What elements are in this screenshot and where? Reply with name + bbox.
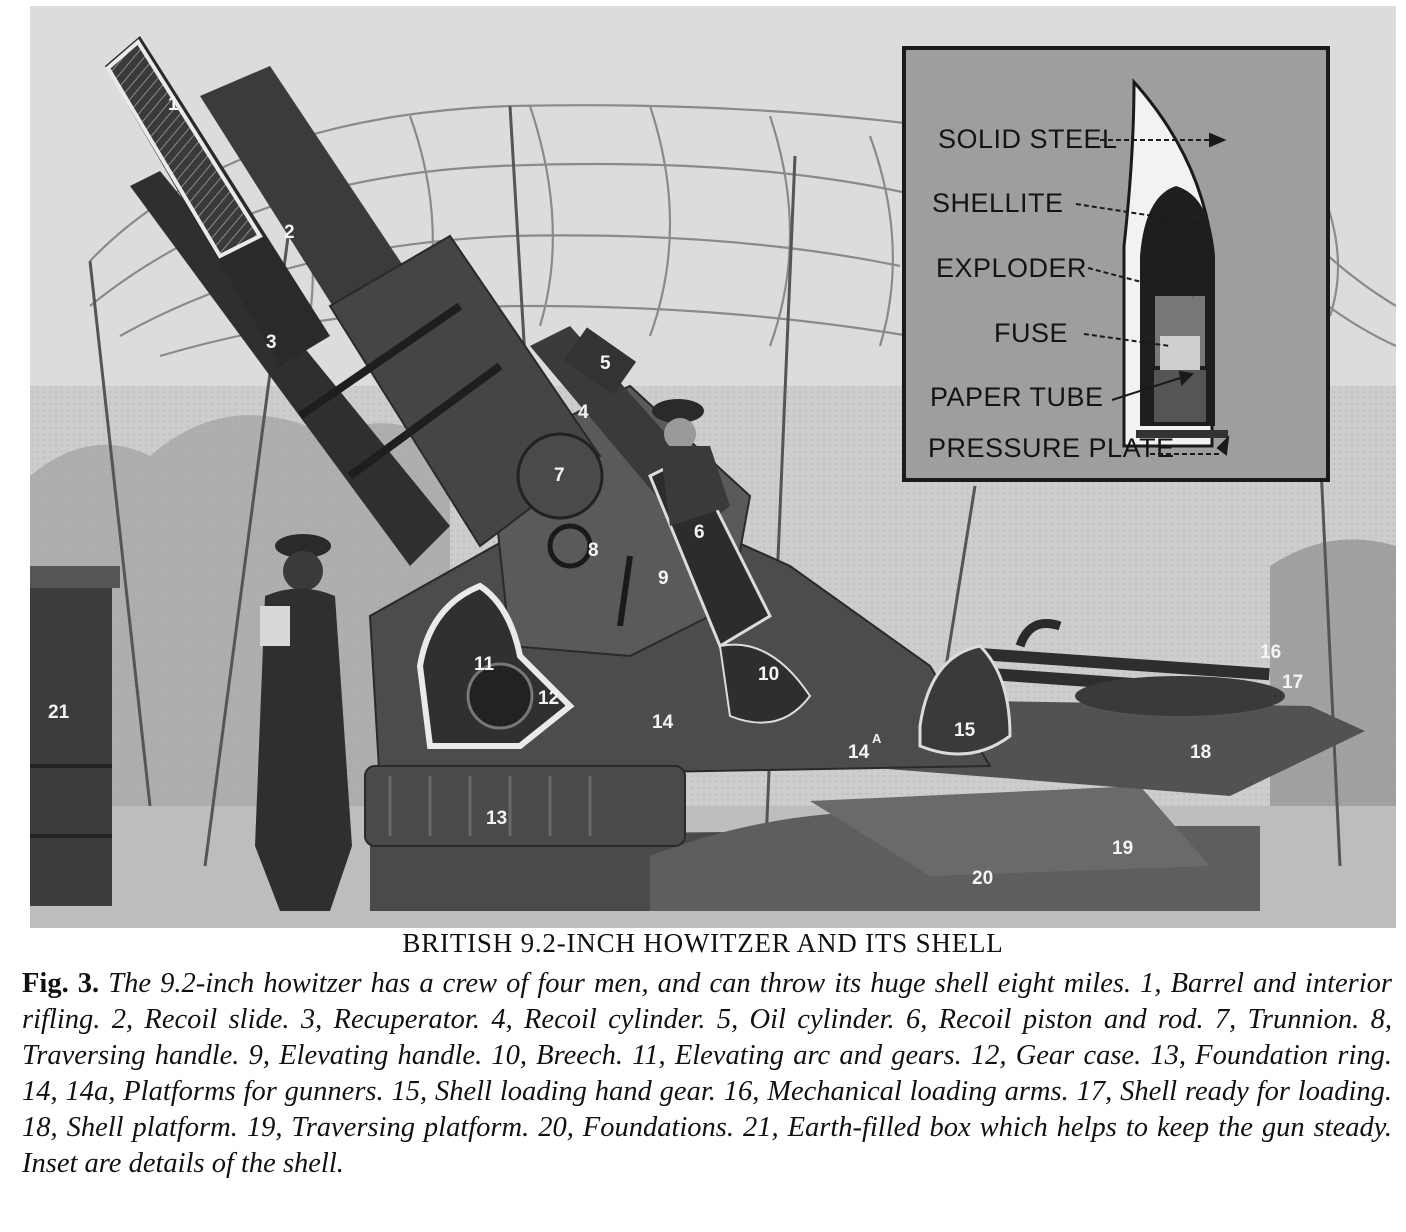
label-10: 10 [758, 664, 780, 685]
label-14a: 14 [848, 742, 870, 763]
label-9: 9 [658, 568, 669, 589]
label-19: 19 [1112, 838, 1134, 859]
label-14: 14 [652, 712, 674, 733]
label-1: 1 [168, 94, 179, 115]
inset-label-paper-tube: PAPER TUBE [930, 382, 1104, 412]
label-18: 18 [1190, 742, 1212, 763]
caption-fig-label: Fig. 3. [22, 968, 100, 999]
label-13: 13 [486, 808, 508, 829]
label-12: 12 [538, 688, 560, 709]
caption-text: The 9.2-inch howitzer has a crew of four men, and can throw its huge shell eight miles. 1, Barrel and interior rifling. 2, Recoil slide. 3, Recuperator. 4, Recoil cylinder. 5, Oil cylinder. 6, Recoil piston and rod. 7, Trunnion. 8, Traversing handle. 9, Elevating handle. 10, Breech. 11, Elevating arc and gears. 12, Gear case. 13, Foundation ring. 14, 14a, Platforms for gunners. 15, Shell loading hand gear. 16, Mechanical loading arms. 17, Shell ready for loading. 18, Shell platform. 19, Traversing platform. 20, Foundations. 21, Earth-filled box which helps to keep the gun steady. Inset are details of the shell. [22, 968, 1392, 1179]
inset-label-shellite: SHELLITE [932, 188, 1064, 218]
label-14a-sup: A [872, 731, 882, 746]
label-7: 7 [554, 465, 565, 486]
label-6: 6 [694, 522, 705, 543]
label-5: 5 [600, 353, 611, 374]
earth-filled-box [30, 566, 120, 906]
label-11: 11 [474, 654, 495, 675]
label-20: 20 [972, 868, 994, 889]
label-17: 17 [1282, 672, 1304, 693]
shell-ready [1075, 676, 1285, 716]
label-21: 21 [48, 702, 70, 723]
label-8: 8 [588, 540, 599, 561]
inset-label-exploder: EXPLODER [936, 253, 1088, 283]
inset-label-fuse: FUSE [994, 318, 1069, 348]
fuse-body [1160, 336, 1200, 370]
label-15: 15 [954, 720, 976, 741]
label-2: 2 [284, 222, 295, 243]
label-3: 3 [266, 332, 277, 353]
inset-label-solid-steel: SOLID STEEL [938, 124, 1118, 154]
label-16: 16 [1260, 642, 1282, 663]
shell-inset [904, 48, 1328, 480]
inset-label-pressure-plate: PRESSURE PLATE [928, 433, 1175, 463]
foundation-ring [365, 766, 685, 846]
caption [22, 966, 1392, 1182]
caption-title: BRITISH 9.2-INCH HOWITZER AND ITS SHELL [402, 928, 1004, 958]
label-4: 4 [578, 402, 589, 423]
howitzer-illustration [30, 6, 1396, 928]
